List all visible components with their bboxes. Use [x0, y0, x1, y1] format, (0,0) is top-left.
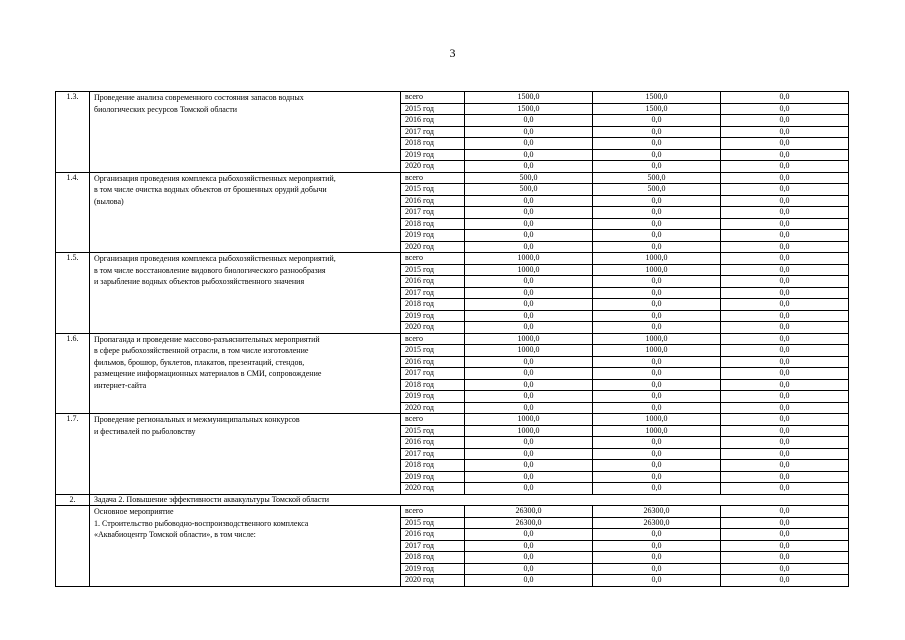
other-source-cell: 0,0	[721, 276, 849, 288]
total-value-cell: 0,0	[465, 241, 593, 253]
table-row	[56, 253, 849, 265]
task-title-cell: Задача 2. Повышение эффективности аквакультуры Томской области	[90, 494, 849, 506]
regional-budget-cell: 500,0	[593, 184, 721, 196]
other-source-cell: 0,0	[721, 138, 849, 150]
regional-budget-cell: 0,0	[593, 218, 721, 230]
regional-budget-cell: 0,0	[593, 126, 721, 138]
regional-budget-cell: 26300,0	[593, 506, 721, 518]
total-value-cell: 0,0	[465, 437, 593, 449]
year-cell: 2016 год	[401, 276, 465, 288]
year-cell: 2016 год	[401, 356, 465, 368]
total-value-cell: 1000,0	[465, 333, 593, 345]
total-value-cell: 0,0	[465, 529, 593, 541]
year-cell: 2019 год	[401, 391, 465, 403]
other-source-cell: 0,0	[721, 460, 849, 472]
other-source-cell: 0,0	[721, 149, 849, 161]
measure-name-line: «Аквабиоцентр Томской области», в том числе:	[94, 530, 256, 540]
measure-name-cell	[90, 333, 401, 414]
total-value-cell: 0,0	[465, 483, 593, 495]
total-value-cell: 0,0	[465, 471, 593, 483]
other-source-cell: 0,0	[721, 517, 849, 529]
total-value-cell: 1000,0	[465, 253, 593, 265]
total-value-cell: 0,0	[465, 540, 593, 552]
other-source-cell: 0,0	[721, 126, 849, 138]
year-cell: 2018 год	[401, 218, 465, 230]
year-cell: 2018 год	[401, 299, 465, 311]
total-value-cell: 1000,0	[465, 264, 593, 276]
regional-budget-cell: 0,0	[593, 540, 721, 552]
measure-name-line: размещение информационных материалов в СМИ, сопровождение	[94, 369, 322, 379]
measure-name-line: Проведение анализа современного состояния запасов водных	[94, 93, 304, 102]
total-value-cell: 0,0	[465, 368, 593, 380]
measure-name-line: Проведение региональных и межмуниципальных конкурсов	[94, 415, 300, 424]
other-source-cell: 0,0	[721, 563, 849, 575]
measure-number-cell: 1.7.	[56, 414, 90, 495]
regional-budget-cell: 1500,0	[593, 92, 721, 104]
year-cell: 2015 год	[401, 345, 465, 357]
other-source-cell: 0,0	[721, 287, 849, 299]
year-cell: 2018 год	[401, 552, 465, 564]
regional-budget-cell: 1000,0	[593, 333, 721, 345]
measure-name-line: Организация проведения комплекса рыбохозяйственных мероприятий,	[94, 254, 336, 263]
measure-number-cell: 1.5.	[56, 253, 90, 334]
other-source-cell: 0,0	[721, 299, 849, 311]
year-cell: 2020 год	[401, 241, 465, 253]
year-cell: всего	[401, 506, 465, 518]
other-source-cell: 0,0	[721, 184, 849, 196]
regional-budget-cell: 1500,0	[593, 103, 721, 115]
total-value-cell: 0,0	[465, 575, 593, 587]
other-source-cell: 0,0	[721, 483, 849, 495]
total-value-cell: 0,0	[465, 552, 593, 564]
year-cell: 2015 год	[401, 103, 465, 115]
total-value-cell: 500,0	[465, 172, 593, 184]
year-cell: 2015 год	[401, 517, 465, 529]
year-cell: всего	[401, 253, 465, 265]
other-source-cell: 0,0	[721, 345, 849, 357]
measure-name-line: 1. Строительство рыбоводно-воспроизводственного комплекса	[94, 518, 309, 528]
other-source-cell: 0,0	[721, 253, 849, 265]
year-cell: 2018 год	[401, 138, 465, 150]
year-cell: 2017 год	[401, 287, 465, 299]
other-source-cell: 0,0	[721, 230, 849, 242]
total-value-cell: 0,0	[465, 460, 593, 472]
total-value-cell: 0,0	[465, 299, 593, 311]
measure-name-cell	[90, 172, 401, 253]
year-cell: 2016 год	[401, 437, 465, 449]
regional-budget-cell: 0,0	[593, 241, 721, 253]
year-cell: 2017 год	[401, 207, 465, 219]
year-cell: всего	[401, 92, 465, 104]
page-number: 3	[449, 46, 456, 60]
other-source-cell: 0,0	[721, 264, 849, 276]
total-value-cell: 0,0	[465, 310, 593, 322]
regional-budget-cell: 0,0	[593, 115, 721, 127]
total-value-cell: 1500,0	[465, 92, 593, 104]
regional-budget-cell: 0,0	[593, 287, 721, 299]
total-value-cell: 0,0	[465, 115, 593, 127]
other-source-cell: 0,0	[721, 425, 849, 437]
year-cell: 2018 год	[401, 460, 465, 472]
measure-name-line: в сфере рыбохозяйственной отрасли, в том числе изготовление	[94, 346, 309, 356]
other-source-cell: 0,0	[721, 379, 849, 391]
other-source-cell: 0,0	[721, 310, 849, 322]
year-cell: 2017 год	[401, 448, 465, 460]
other-source-cell: 0,0	[721, 391, 849, 403]
total-value-cell: 0,0	[465, 448, 593, 460]
regional-budget-cell: 0,0	[593, 276, 721, 288]
regional-budget-cell: 1000,0	[593, 414, 721, 426]
total-value-cell: 0,0	[465, 161, 593, 173]
measure-name-line: в том числе восстановление видового биологического разнообразия	[94, 265, 326, 275]
regional-budget-cell: 1000,0	[593, 264, 721, 276]
regional-budget-cell: 0,0	[593, 138, 721, 150]
other-source-cell: 0,0	[721, 333, 849, 345]
total-value-cell: 0,0	[465, 287, 593, 299]
table-row	[56, 172, 849, 184]
other-source-cell: 0,0	[721, 207, 849, 219]
regional-budget-cell: 0,0	[593, 529, 721, 541]
table-row	[56, 414, 849, 426]
total-value-cell: 26300,0	[465, 517, 593, 529]
measure-name-line: и фестивалей по рыболовству	[94, 426, 196, 436]
total-value-cell: 0,0	[465, 230, 593, 242]
other-source-cell: 0,0	[721, 92, 849, 104]
regional-budget-cell: 0,0	[593, 230, 721, 242]
year-cell: 2020 год	[401, 575, 465, 587]
total-value-cell: 0,0	[465, 379, 593, 391]
regional-budget-cell: 0,0	[593, 391, 721, 403]
total-value-cell: 0,0	[465, 126, 593, 138]
other-source-cell: 0,0	[721, 218, 849, 230]
total-value-cell: 0,0	[465, 195, 593, 207]
other-source-cell: 0,0	[721, 356, 849, 368]
other-source-cell: 0,0	[721, 540, 849, 552]
regional-budget-cell: 0,0	[593, 575, 721, 587]
regional-budget-cell: 0,0	[593, 356, 721, 368]
year-cell: 2017 год	[401, 540, 465, 552]
measure-name-line: Организация проведения комплекса рыбохозяйственных мероприятий,	[94, 173, 336, 183]
total-value-cell: 500,0	[465, 184, 593, 196]
regional-budget-cell: 0,0	[593, 195, 721, 207]
other-source-cell: 0,0	[721, 172, 849, 184]
measure-number-cell	[56, 506, 90, 587]
other-source-cell: 0,0	[721, 195, 849, 207]
total-value-cell: 1000,0	[465, 414, 593, 426]
regional-budget-cell: 0,0	[593, 552, 721, 564]
measure-name-line: (вылова)	[94, 196, 124, 206]
other-source-cell: 0,0	[721, 241, 849, 253]
regional-budget-cell: 0,0	[593, 207, 721, 219]
measure-name-cell	[90, 414, 401, 495]
measure-name-cell	[90, 92, 401, 173]
measure-number-cell: 1.4.	[56, 172, 90, 253]
other-source-cell: 0,0	[721, 529, 849, 541]
measure-number-cell: 1.3.	[56, 92, 90, 173]
measure-name-cell	[90, 253, 401, 334]
year-cell: 2019 год	[401, 310, 465, 322]
total-value-cell: 1000,0	[465, 345, 593, 357]
year-cell: всего	[401, 333, 465, 345]
task-row	[56, 494, 849, 506]
total-value-cell: 0,0	[465, 138, 593, 150]
other-source-cell: 0,0	[721, 552, 849, 564]
other-source-cell: 0,0	[721, 103, 849, 115]
total-value-cell: 0,0	[465, 322, 593, 334]
total-value-cell: 0,0	[465, 207, 593, 219]
other-source-cell: 0,0	[721, 115, 849, 127]
regional-budget-cell: 26300,0	[593, 517, 721, 529]
other-source-cell: 0,0	[721, 161, 849, 173]
year-cell: 2015 год	[401, 264, 465, 276]
other-source-cell: 0,0	[721, 448, 849, 460]
measure-name-cell	[90, 506, 401, 587]
year-cell: 2015 год	[401, 184, 465, 196]
year-cell: 2020 год	[401, 322, 465, 334]
table-row	[56, 92, 849, 104]
year-cell: 2016 год	[401, 195, 465, 207]
measure-name-line: Основное мероприятие	[94, 507, 174, 516]
other-source-cell: 0,0	[721, 471, 849, 483]
regional-budget-cell: 0,0	[593, 322, 721, 334]
year-cell: 2015 год	[401, 425, 465, 437]
other-source-cell: 0,0	[721, 506, 849, 518]
total-value-cell: 0,0	[465, 391, 593, 403]
other-source-cell: 0,0	[721, 437, 849, 449]
measure-name-line: в том числе очистка водных объектов от брошенных орудий добычи	[94, 185, 327, 195]
year-cell: 2020 год	[401, 483, 465, 495]
measure-name-line: биологических ресурсов Томской области	[94, 104, 238, 114]
year-cell: 2018 год	[401, 379, 465, 391]
task-number-cell: 2.	[56, 494, 90, 506]
year-cell: всего	[401, 172, 465, 184]
year-cell: 2016 год	[401, 115, 465, 127]
regional-budget-cell: 0,0	[593, 563, 721, 575]
regional-budget-cell: 0,0	[593, 299, 721, 311]
year-cell: 2019 год	[401, 471, 465, 483]
year-cell: 2016 год	[401, 529, 465, 541]
regional-budget-cell: 1000,0	[593, 253, 721, 265]
total-value-cell: 0,0	[465, 276, 593, 288]
total-value-cell: 1000,0	[465, 425, 593, 437]
measure-name-line: Пропаганда и проведение массово-разъяснительных мероприятий	[94, 334, 320, 344]
other-source-cell: 0,0	[721, 414, 849, 426]
other-source-cell: 0,0	[721, 402, 849, 414]
total-value-cell: 0,0	[465, 402, 593, 414]
total-value-cell: 26300,0	[465, 506, 593, 518]
regional-budget-cell: 0,0	[593, 483, 721, 495]
regional-budget-cell: 0,0	[593, 402, 721, 414]
year-cell: 2019 год	[401, 563, 465, 575]
table-row	[56, 333, 849, 345]
total-value-cell: 0,0	[465, 218, 593, 230]
total-value-cell: 0,0	[465, 149, 593, 161]
year-cell: 2019 год	[401, 230, 465, 242]
regional-budget-cell: 1000,0	[593, 345, 721, 357]
year-cell: всего	[401, 414, 465, 426]
other-source-cell: 0,0	[721, 322, 849, 334]
total-value-cell: 0,0	[465, 563, 593, 575]
regional-budget-cell: 0,0	[593, 448, 721, 460]
regional-budget-cell: 500,0	[593, 172, 721, 184]
budget-table	[55, 91, 849, 587]
measure-number-cell: 1.6.	[56, 333, 90, 414]
year-cell: 2020 год	[401, 161, 465, 173]
regional-budget-cell: 0,0	[593, 149, 721, 161]
year-cell: 2020 год	[401, 402, 465, 414]
total-value-cell: 0,0	[465, 356, 593, 368]
table-row	[56, 506, 849, 518]
year-cell: 2017 год	[401, 368, 465, 380]
regional-budget-cell: 1000,0	[593, 425, 721, 437]
measure-name-line: и зарыбление водных объектов рыбохозяйственного значения	[94, 277, 305, 287]
regional-budget-cell: 0,0	[593, 471, 721, 483]
regional-budget-cell: 0,0	[593, 437, 721, 449]
year-cell: 2017 год	[401, 126, 465, 138]
year-cell: 2019 год	[401, 149, 465, 161]
regional-budget-cell: 0,0	[593, 460, 721, 472]
measure-name-line: фильмов, брошюр, буклетов, плакатов, презентаций, стендов,	[94, 357, 305, 367]
other-source-cell: 0,0	[721, 575, 849, 587]
regional-budget-cell: 0,0	[593, 161, 721, 173]
other-source-cell: 0,0	[721, 368, 849, 380]
measure-name-line: интернет-сайта	[94, 380, 147, 390]
regional-budget-cell: 0,0	[593, 368, 721, 380]
total-value-cell: 1500,0	[465, 103, 593, 115]
regional-budget-cell: 0,0	[593, 310, 721, 322]
regional-budget-cell: 0,0	[593, 379, 721, 391]
